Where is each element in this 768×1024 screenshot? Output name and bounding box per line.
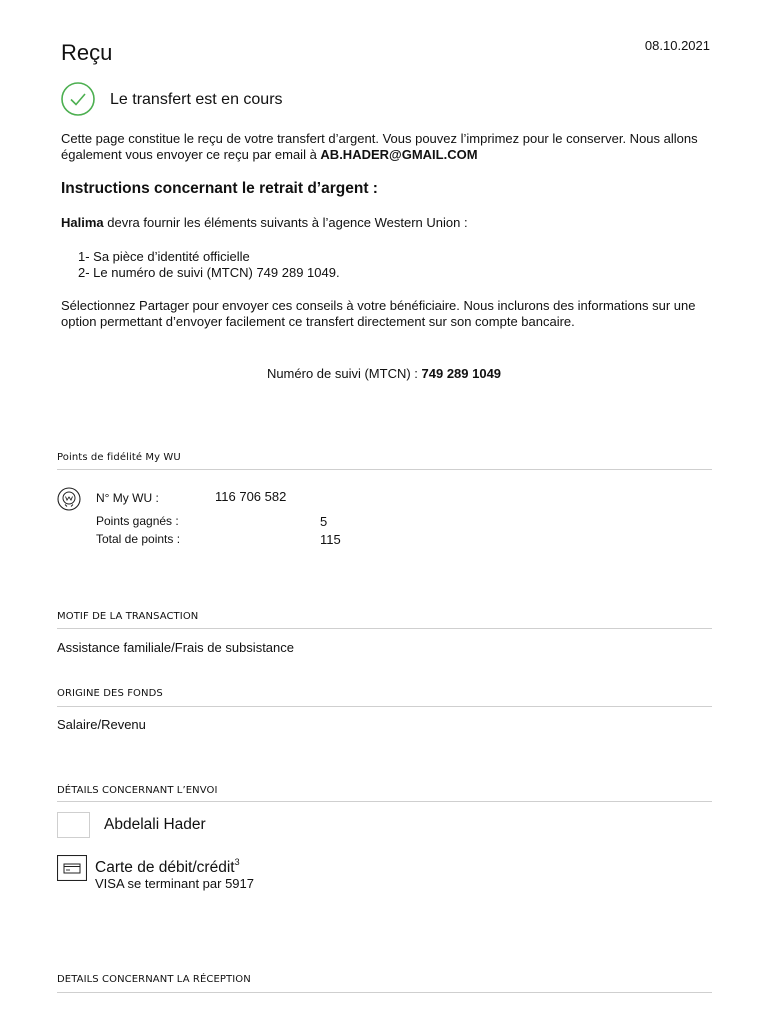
payment-method-label: Carte de débit/crédit — [95, 859, 235, 876]
divider — [57, 628, 712, 629]
tracking-value: 749 289 1049 — [421, 366, 502, 381]
sender-name: Abdelali Hader — [104, 816, 206, 833]
footnote-marker: 3 — [234, 857, 240, 867]
recipient-name: Halima — [61, 215, 104, 230]
wu-badge-icon — [57, 487, 81, 511]
payment-method-title — [95, 857, 240, 877]
payment-method-detail: VISA se terminant par 5917 — [95, 876, 254, 891]
motif-value: Assistance familiale/Frais de subsistance — [57, 640, 294, 655]
avatar — [57, 812, 90, 838]
sending-section-label: DÉTAILS CONCERNANT L’ENVOI — [57, 785, 218, 796]
receipt-date: 08.10.2021 — [644, 38, 710, 53]
my-wu-number-label: N° My WU : — [96, 491, 159, 505]
my-wu-number-value: 116 706 582 — [215, 489, 287, 504]
share-paragraph: Sélectionnez Partager pour envoyer ces conseils à votre bénéficiaire. Nous inclurons des informations sur une option permettant d’envoyer facilement ce transfert directement sur son compte bancaire. — [61, 298, 696, 329]
divider — [57, 469, 712, 470]
intro-text: Cette page constitue le reçu de votre transfert d’argent. Vous pouvez l’imprimez pour le conserver. Nous allons également vous envoyer ce reçu par email à — [61, 131, 698, 162]
divider — [57, 992, 712, 993]
tracking-label: Numéro de suivi (MTCN) : — [266, 366, 422, 381]
list-item: 1- Sa pièce d’identité officielle — [78, 249, 250, 264]
motif-section-label: MOTIF DE LA TRANSACTION — [57, 611, 199, 622]
credit-card-icon — [57, 855, 87, 881]
origin-value: Salaire/Revenu — [57, 717, 146, 732]
page-title: Reçu — [61, 40, 113, 65]
tracking-number — [0, 366, 768, 381]
instructions-list — [78, 249, 340, 281]
status-text: Le transfert est en cours — [110, 91, 283, 108]
instructions-title: Instructions concernant le retrait d’argent : — [61, 180, 378, 197]
points-total-value: 115 — [320, 532, 341, 547]
divider — [57, 801, 712, 802]
instructions-line — [61, 215, 468, 230]
receiving-section-label: DETAILS CONCERNANT LA RÉCEPTION — [57, 974, 251, 985]
check-circle-icon — [61, 82, 95, 116]
divider — [57, 706, 712, 707]
intro-paragraph — [61, 131, 711, 163]
origin-section-label: ORIGINE DES FONDS — [57, 688, 163, 699]
loyalty-section-label: Points de fidélité My WU — [57, 452, 181, 463]
list-item: 2- Le numéro de suivi (MTCN) 749 289 1049. — [78, 265, 340, 280]
points-total-label: Total de points : — [96, 532, 181, 546]
instructions-text: devra fournir les éléments suivants à l’agence Western Union : — [103, 215, 468, 230]
points-earned-value: 5 — [320, 514, 328, 529]
points-earned-label: Points gagnés : — [96, 514, 179, 528]
intro-email: AB.HADER@GMAIL.COM — [320, 147, 478, 162]
